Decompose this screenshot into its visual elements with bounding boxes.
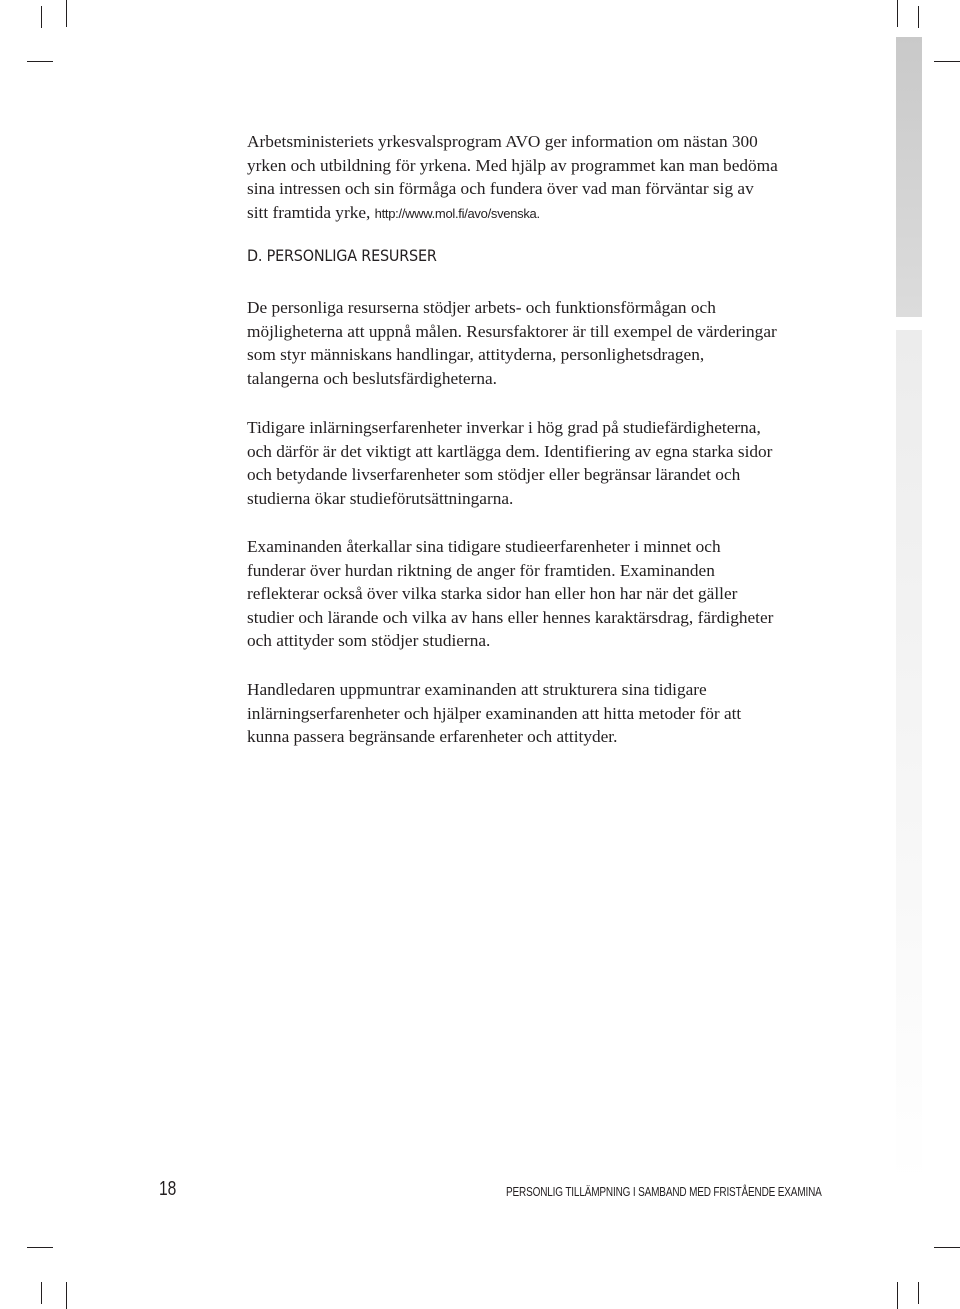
side-thumb-tab xyxy=(896,37,922,317)
paragraph-resources: De personliga resurserna stödjer arbets- och funktionsförmågan och möjligheterna att uppnå målen. Resursfaktorer är till exempel de värderingar som styr människans handlingar, attityderna, personlighetsdragen, talangerna och beslutsfärdigheterna. xyxy=(247,298,777,388)
section-heading: D. PERSONLIGA RESURSER xyxy=(247,246,437,265)
registration-mark xyxy=(41,1282,42,1304)
page-number: 18 xyxy=(159,1178,177,1200)
crop-mark xyxy=(897,1282,898,1309)
paragraph-reflection: Examinanden återkallar sina tidigare studieerfarenheter i minnet och funderar över hurdan riktning de anger för framtiden. Examinanden reflekterar också över vilka starka sidor han eller hon har när det gäller studier och lärande och vilka av hans eller hennes karaktärsdrag, färdigheter och attityder som stödjer studierna. xyxy=(247,537,774,651)
intro-paragraph xyxy=(247,130,779,225)
registration-mark xyxy=(41,6,42,28)
avo-url: http://www.mol.fi/avo/svenska. xyxy=(374,205,540,221)
crop-mark xyxy=(934,1247,960,1248)
crop-mark xyxy=(66,0,67,27)
crop-mark xyxy=(934,61,960,62)
registration-mark xyxy=(918,6,919,28)
crop-mark xyxy=(27,1247,53,1248)
intro-text: Arbetsministeriets yrkesvalsprogram AVO ger information om nästan 300 yrken och utbildning för yrkena. Med hjälp av programmet kan man bedöma sina intressen och sin förmåga och fundera över vad man förväntar sig av sitt framtida yrke, xyxy=(247,132,778,222)
crop-mark xyxy=(897,0,898,27)
running-footer-title: PERSONLIG TILLÄMPNING I SAMBAND MED FRISTÅENDE EXAMINA xyxy=(506,1185,822,1199)
paragraph-supervisor: Handledaren uppmuntrar examinanden att strukturera sina tidigare inlärningserfarenheter och hjälper examinanden att hitta metoder för att kunna passera begränsande erfarenheter och attityder. xyxy=(247,680,742,747)
crop-mark xyxy=(66,1282,67,1309)
side-thumb-tab-shadow xyxy=(896,330,922,1185)
registration-mark xyxy=(918,1282,919,1304)
paragraph-learning-experiences: Tidigare inlärningserfarenheter inverkar i hög grad på studiefärdigheterna, och därför är det viktigt att kartlägga dem. Identifiering av egna starka sidor och betydande livserfarenheter som stödjer eller begränsar lärandet och studierna ökar studieförutsättningarna. xyxy=(247,418,773,508)
crop-mark xyxy=(27,61,53,62)
